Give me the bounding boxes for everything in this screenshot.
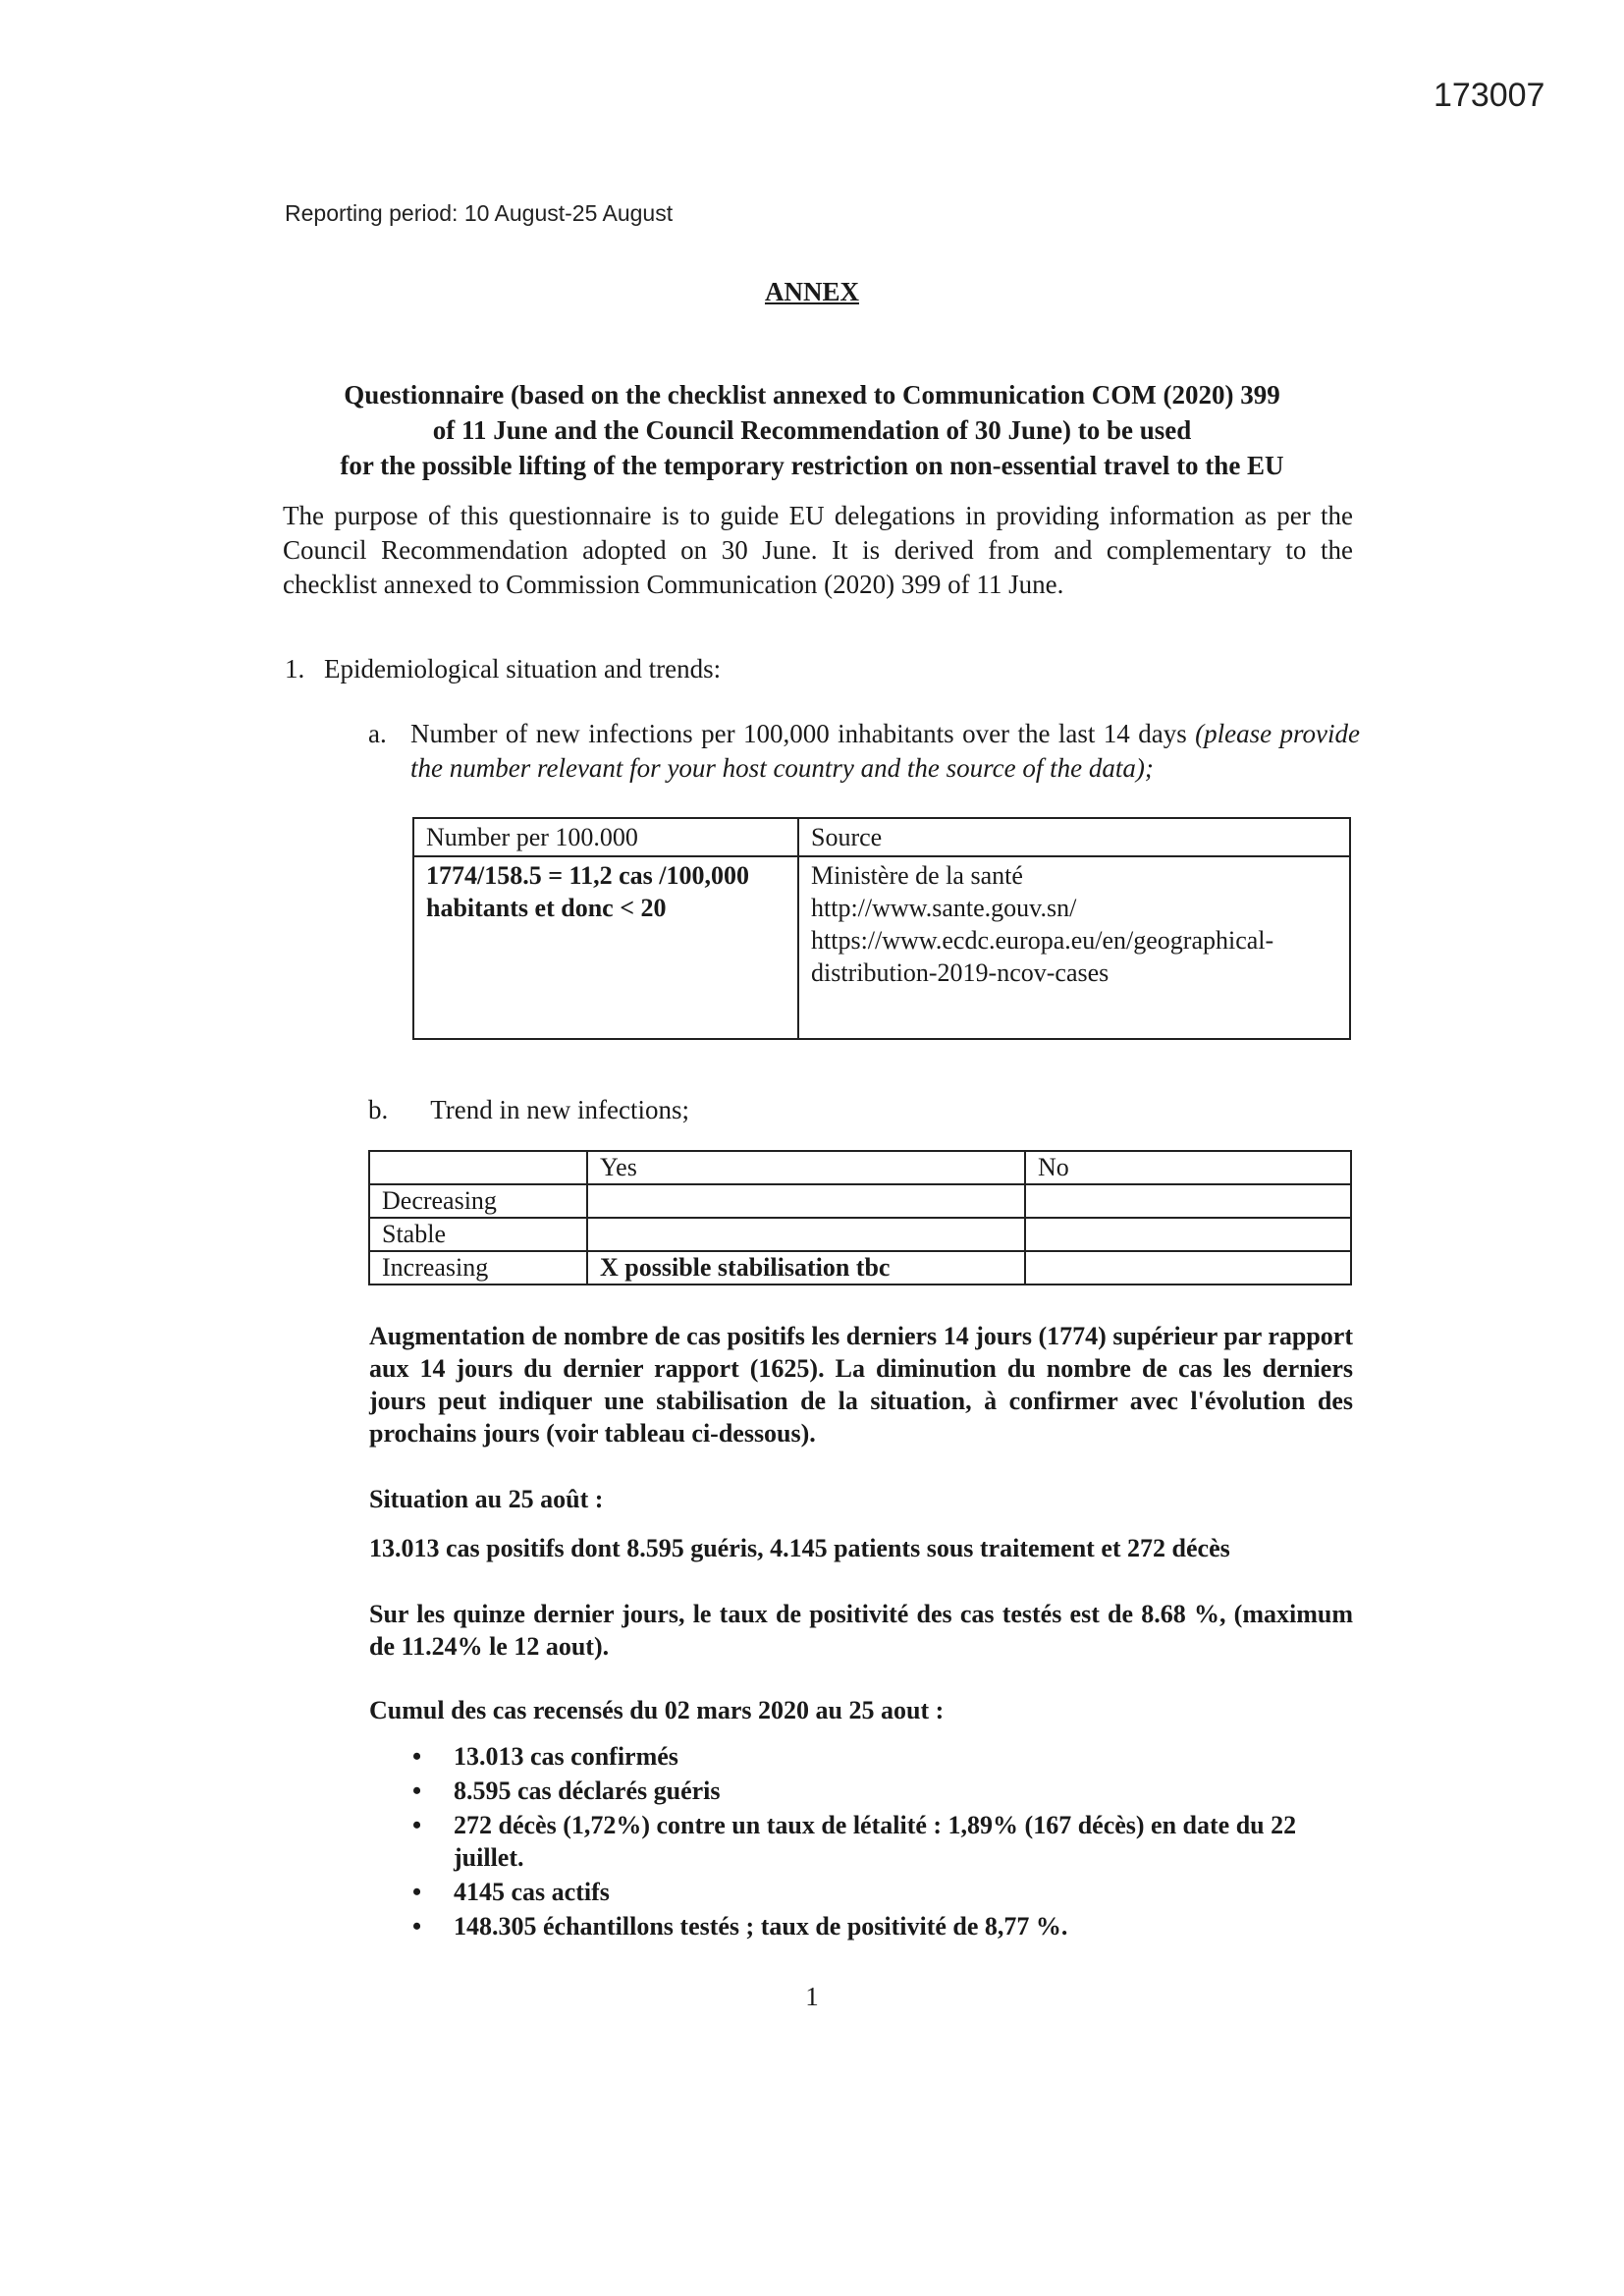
- item-a-label: a.: [368, 719, 387, 748]
- table-row: [413, 856, 1350, 1039]
- questionnaire-title: [245, 377, 1379, 483]
- item-a: [368, 717, 1360, 786]
- questionnaire-title-line: of 11 June and the Council Recommendation of 30 June) to be used: [432, 415, 1192, 445]
- list-item-text: 13.013 cas confirmés: [454, 1742, 678, 1771]
- table-header: Source: [798, 818, 1350, 856]
- list-item: [412, 1775, 1355, 1807]
- list-item-text: 4145 cas actifs: [454, 1878, 610, 1906]
- list-item-text: 8.595 cas déclarés guéris: [454, 1777, 721, 1805]
- cell-line: http://www.sante.gouv.sn/: [811, 894, 1077, 922]
- item-b-label: b.: [368, 1095, 389, 1124]
- situation-text: 13.013 cas positifs dont 8.595 guéris, 4.145 patients sous traitement et 272 décès: [369, 1534, 1230, 1562]
- trend-label: Decreasing: [369, 1184, 587, 1218]
- infections-source: [798, 856, 1350, 1039]
- annex-title: ANNEX: [764, 277, 859, 306]
- bullet-icon: •: [412, 1777, 422, 1805]
- table-row: [369, 1184, 1351, 1218]
- cell-line: habitants et donc < 20: [426, 894, 667, 922]
- list-item: [412, 1876, 1355, 1908]
- trend-no: [1025, 1218, 1351, 1251]
- trend-analysis-paragraph: Augmentation de nombre de cas positifs les derniers 14 jours (1774) supérieur par rapport aux 14 jours du dernier rapport (1625). La diminution du nombre de cas les derniers jours peut indiquer une stabilisation de la situation, à confirmer avec l'évolution des prochains jours (voir tableau ci-dessous).: [369, 1322, 1353, 1448]
- situation-heading: Situation au 25 août :: [369, 1485, 604, 1513]
- bullet-icon: •: [412, 1878, 422, 1906]
- table-row: [369, 1218, 1351, 1251]
- trend-label: Increasing: [369, 1251, 587, 1285]
- list-item-text: 272 décès (1,72%) contre un taux de létalité : 1,89% (167 décès) en date du 22 juillet.: [454, 1811, 1297, 1872]
- document-number: 173007: [1434, 77, 1545, 114]
- cell-line: https://www.ecdc.europa.eu/en/geographical-: [811, 926, 1274, 955]
- section-number: 1.: [285, 654, 305, 683]
- section-heading: [285, 654, 721, 684]
- page-number: 1: [805, 1982, 819, 2011]
- table-header: Number per 100.000: [413, 818, 798, 856]
- bullet-icon: •: [412, 1912, 422, 1941]
- cell-line: distribution-2019-ncov-cases: [811, 958, 1110, 987]
- table-header: [369, 1151, 587, 1184]
- infections-value: [413, 856, 798, 1039]
- cell-line: Ministère de la santé: [811, 861, 1023, 890]
- trend-yes: X possible stabilisation tbc: [587, 1251, 1025, 1285]
- table-row: [413, 818, 1350, 856]
- table-row: [369, 1251, 1351, 1285]
- trend-table: [368, 1150, 1352, 1285]
- section-title: Epidemiological situation and trends:: [324, 654, 722, 683]
- item-a-instructions: (please provide the number relevant for your host country and the source of the data);: [410, 719, 1360, 783]
- infections-table: [412, 817, 1351, 1040]
- questionnaire-title-line: for the possible lifting of the temporary restriction on non-essential travel to the EU: [340, 451, 1284, 480]
- list-item: [412, 1740, 1355, 1773]
- item-a-question: Number of new infections per 100,000 inhabitants over the last 14 days: [410, 719, 1196, 748]
- table-header: Yes: [587, 1151, 1025, 1184]
- reporting-period: Reporting period: 10 August-25 August: [285, 200, 674, 226]
- item-b-text: Trend in new infections;: [430, 1095, 689, 1124]
- table-header: No: [1025, 1151, 1351, 1184]
- trend-no: [1025, 1251, 1351, 1285]
- trend-yes: [587, 1218, 1025, 1251]
- list-item: [412, 1809, 1355, 1874]
- item-a-text: [410, 717, 1360, 786]
- cell-line: 1774/158.5 = 11,2 cas /100,000: [426, 861, 749, 890]
- positivity-text: Sur les quinze dernier jours, le taux de positivité des cas testés est de 8.68 %, (maximum de 11.24% le 12 aout).: [369, 1600, 1353, 1661]
- table-row: [369, 1151, 1351, 1184]
- cumul-heading: Cumul des cas recensés du 02 mars 2020 au 25 aout :: [369, 1696, 945, 1724]
- bullet-icon: •: [412, 1811, 422, 1839]
- trend-yes: [587, 1184, 1025, 1218]
- trend-no: [1025, 1184, 1351, 1218]
- questionnaire-title-line: Questionnaire (based on the checklist annexed to Communication COM (2020) 399: [344, 380, 1280, 410]
- cumul-list: [412, 1740, 1355, 1944]
- bullet-icon: •: [412, 1742, 422, 1771]
- trend-label: Stable: [369, 1218, 587, 1251]
- list-item-text: 148.305 échantillons testés ; taux de positivité de 8,77 %.: [454, 1912, 1068, 1941]
- purpose-paragraph: The purpose of this questionnaire is to guide EU delegations in providing information as per the Council Recommendation adopted on 30 June. It is derived from and complementary to the checklist annexed to Commission Communication (2020) 399 of 11 June.: [283, 501, 1353, 599]
- list-item: [412, 1910, 1355, 1942]
- item-b: [368, 1095, 689, 1125]
